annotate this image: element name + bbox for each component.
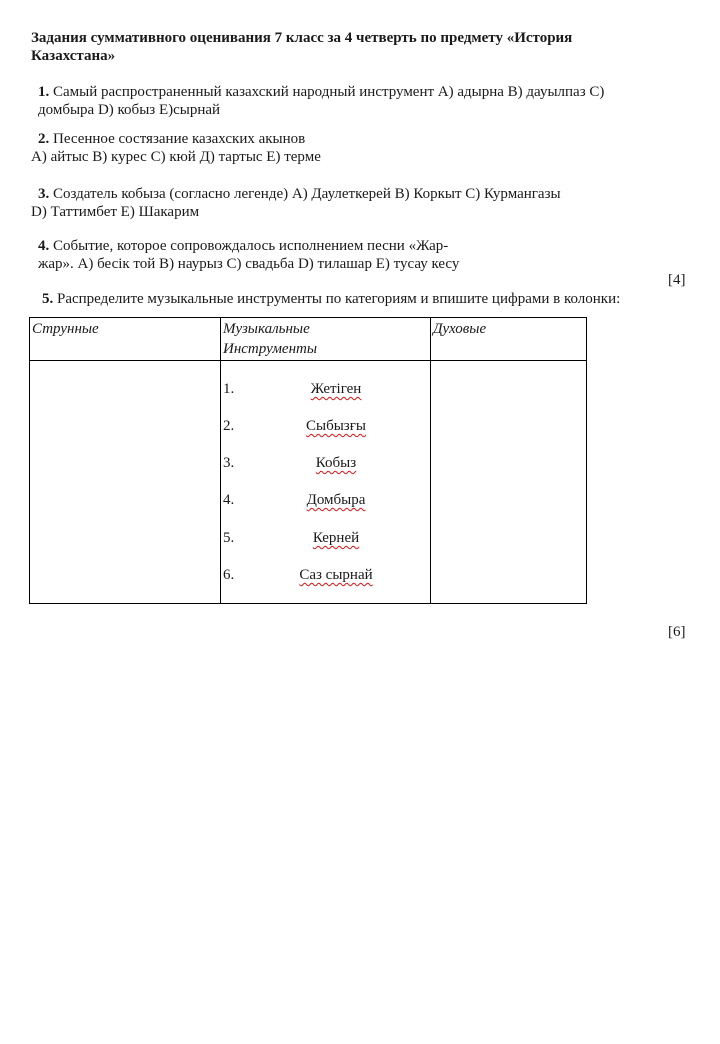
document-title-line1: Задания суммативного оценивания 7 класс за 4 четверть по предмету «История xyxy=(31,30,573,46)
question-2-options: А) айтыс В) курес С) кюй Д) тартыс Е) терме xyxy=(31,149,321,165)
question-4-text: Событие, которое сопровождалось исполнением песни «Жар- xyxy=(53,238,449,254)
table-body-row xyxy=(30,361,587,604)
string-instruments-answer-cell[interactable] xyxy=(30,361,221,604)
question-2-text: Песенное состязание казахских акынов xyxy=(53,131,306,147)
header-musical-label-line2: Инструменты xyxy=(223,341,318,357)
instrument-list xyxy=(221,361,430,601)
instrument-name: Жетіген xyxy=(310,381,362,397)
instrument-number: 2. xyxy=(223,418,235,434)
question-5-text: Распределите музыкальные инструменты по категориям и впишите цифрами в колонки: xyxy=(57,291,621,307)
question-5-line xyxy=(42,290,620,308)
instrument-list-cell xyxy=(221,361,431,604)
header-wind-instruments xyxy=(431,318,587,361)
instrument-name: Керней xyxy=(312,530,360,546)
question-1-line2: домбыра D) кобыз Е)сырнай xyxy=(38,102,221,118)
question-2-number: 2. xyxy=(38,131,50,147)
instrument-number: 4. xyxy=(223,492,235,508)
wind-instruments-answer-cell[interactable] xyxy=(431,361,587,604)
header-musical-instruments xyxy=(221,318,431,361)
table-header-row xyxy=(30,318,587,361)
question-1-line1 xyxy=(38,83,604,101)
instrument-name: Домбыра xyxy=(306,492,366,508)
instrument-number: 1. xyxy=(223,381,235,397)
instrument-name: Кобыз xyxy=(315,455,357,471)
instrument-name: Саз сырнай xyxy=(299,567,373,583)
question-1-number: 1. xyxy=(38,84,50,100)
instrument-number: 6. xyxy=(223,567,235,583)
question-3-line1 xyxy=(38,185,561,203)
question-2-line1 xyxy=(38,130,305,148)
instrument-number: 3. xyxy=(223,455,235,471)
header-musical-label-line1: Музыкальные xyxy=(223,321,310,337)
header-string-label: Струнные xyxy=(32,321,99,337)
score-2: [6] xyxy=(668,624,686,640)
question-4-line2: жар». А) бесік той В) наурыз С) свадьба D) тилашар Е) тусау кесу xyxy=(38,256,460,272)
question-4-line1 xyxy=(38,237,448,255)
score-1: [4] xyxy=(668,272,686,288)
document-title-line2: Казахстана» xyxy=(31,48,116,64)
question-4-number: 4. xyxy=(38,238,50,254)
question-3-line2: D) Таттимбет Е) Шакарим xyxy=(31,204,200,220)
instrument-name: Сыбызғы xyxy=(306,418,366,434)
header-string-instruments xyxy=(30,318,221,361)
instrument-number: 5. xyxy=(223,530,235,546)
instrument-table xyxy=(29,317,587,604)
header-wind-label: Духовые xyxy=(433,321,487,337)
question-3-number: 3. xyxy=(38,186,50,202)
question-3-text: Создатель кобыза (согласно легенде) А) Даулеткерей В) Коркыт С) Курмангазы xyxy=(53,186,561,202)
question-1-text: Самый распространенный казахский народный инструмент А) адырна В) дауылпаз С) xyxy=(53,84,605,100)
question-5-number: 5. xyxy=(42,291,54,307)
